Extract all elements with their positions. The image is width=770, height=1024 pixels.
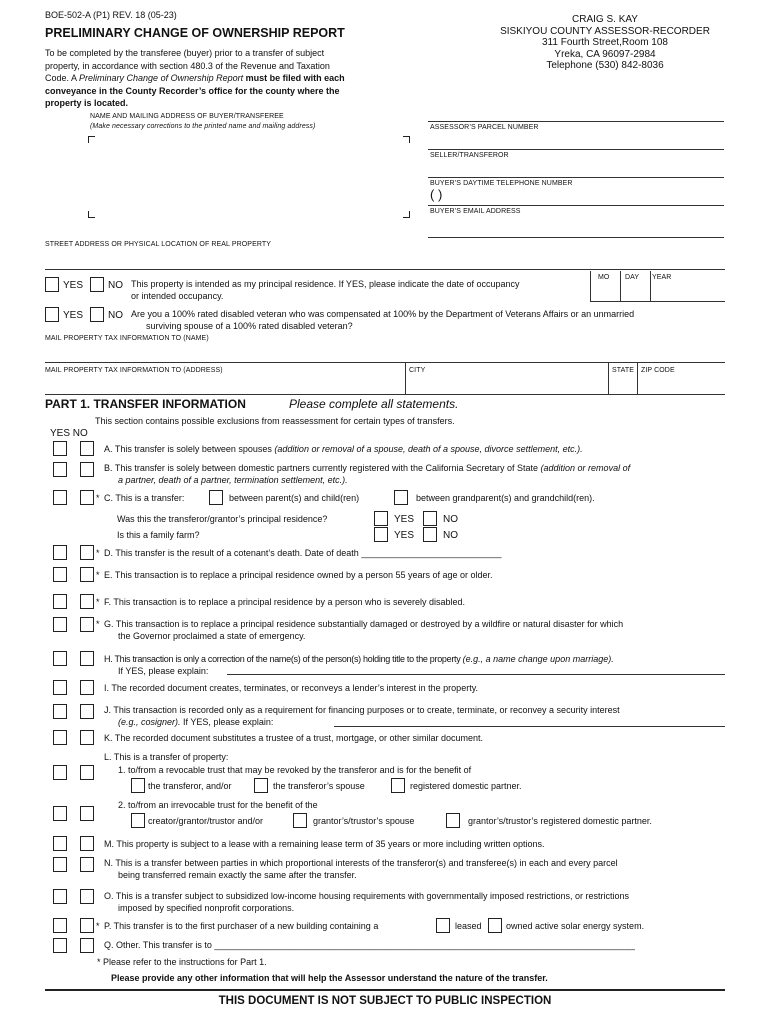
principal-residence-question: This property is intended as my principal residence. If YES, please indicate the date of occupancy or intended occupancy. (131, 279, 520, 301)
item-h-text: H. This transaction is only a correction of the name(s) of the person(s) holding title to the property (e.g., a name change upon marriage). If YES, please explain: (104, 654, 614, 676)
l1-transferor-label: the transferor, and/or (148, 781, 232, 791)
buyer-address-area[interactable] (88, 136, 410, 218)
item-q-no-checkbox[interactable] (80, 938, 94, 953)
c-residence-no-checkbox[interactable] (423, 511, 437, 526)
year-label: YEAR (652, 274, 672, 281)
item-p-no-checkbox[interactable] (80, 918, 94, 933)
state-label: STATE (612, 367, 635, 374)
street-address-label: STREET ADDRESS OR PHYSICAL LOCATION OF REAL PROPERTY (45, 241, 272, 248)
item-g-text: G. This transaction is to replace a principal residence substantially damaged or destroyed by a wildfire or natural disaster for which the Governor proclaimed a state of emergency. (104, 619, 624, 641)
item-g-star: * (96, 619, 100, 629)
l2-spouse-checkbox[interactable] (293, 813, 307, 828)
item-d-yes-checkbox[interactable] (53, 545, 67, 560)
item-c-parent-child-checkbox[interactable] (209, 490, 223, 505)
item-l2-no-checkbox[interactable] (80, 806, 94, 821)
item-o-no-checkbox[interactable] (80, 889, 94, 904)
item-j-no-checkbox[interactable] (80, 704, 94, 719)
item-c-grandparent-label: between grandparent(s) and grandchild(ren). (416, 493, 595, 503)
assessor-info: CRAIG S. KAY SISKIYOU COUNTY ASSESSOR-RECORDER 311 Fourth Street,Room 108 Yreka, CA 96097-2984 Telephone (530) 842-8036 (500, 14, 710, 71)
part1-title: PART 1. TRANSFER INFORMATION (45, 397, 246, 411)
mo-label: MO (598, 274, 610, 281)
item-g-no-checkbox[interactable] (80, 617, 94, 632)
item-c-q1: Was this the transferor/grantor’s principal residence? (117, 514, 328, 524)
principal-residence-no-checkbox[interactable] (90, 277, 104, 292)
item-b-text: B. This transfer is solely between domestic partners currently registered with the California Secretary of State (addition or removal of a partner, death of a partner, termination settlement, etc.). (104, 463, 631, 485)
c-residence-no-label: NO (443, 514, 458, 525)
p-owned-label: owned active solar energy system. (506, 921, 645, 931)
item-q-text: Q. Other. This transfer is to ____________________________________________________________________________________ (104, 940, 635, 950)
item-l1-text: 1. to/from a revocable trust that may be revoked by the transferor and is for the benefit of (118, 765, 472, 775)
item-h-explain-line[interactable] (227, 674, 725, 675)
other-info-prompt: Please provide any other information that will help the Assessor understand the nature of the transfer. (111, 973, 548, 983)
l1-partner-checkbox[interactable] (391, 778, 405, 793)
item-c-parent-child-label: between parent(s) and child(ren) (229, 493, 360, 503)
item-m-yes-checkbox[interactable] (53, 836, 67, 851)
item-c-no-checkbox[interactable] (80, 490, 94, 505)
item-f-yes-checkbox[interactable] (53, 594, 67, 609)
l2-spouse-label: grantor’s/trustor’s spouse (313, 816, 415, 826)
item-j-text: J. This transaction is recorded only as a requirement for financing purposes or to create, terminate, or reconvey a security interest (e.g., cosigner). If YES, please explain: (104, 705, 620, 727)
zip-label: ZIP CODE (641, 367, 675, 374)
item-d-text: D. This transfer is the result of a cotenant’s death. Date of death ____________________________ (104, 548, 502, 558)
item-p-star: * (96, 921, 100, 931)
principal-residence-yes-checkbox[interactable] (45, 277, 59, 292)
item-d-star: * (96, 548, 100, 558)
email-label: BUYER’S EMAIL ADDRESS (430, 208, 521, 215)
item-c-grandparent-checkbox[interactable] (394, 490, 408, 505)
l1-spouse-label: the transferor’s spouse (273, 781, 365, 791)
item-d-no-checkbox[interactable] (80, 545, 94, 560)
form-title: PRELIMINARY CHANGE OF OWNERSHIP REPORT (45, 26, 345, 40)
parcel-number-label: ASSESSOR’S PARCEL NUMBER (430, 124, 539, 131)
l1-transferor-checkbox[interactable] (131, 778, 145, 793)
item-l1-no-checkbox[interactable] (80, 765, 94, 780)
item-q-yes-checkbox[interactable] (53, 938, 67, 953)
footer-notice: THIS DOCUMENT IS NOT SUBJECT TO PUBLIC INSPECTION (218, 995, 552, 1007)
l2-partner-checkbox[interactable] (446, 813, 460, 828)
item-f-text: F. This transaction is to replace a principal residence by a person who is severely disabled. (104, 597, 466, 607)
email-field[interactable] (428, 218, 724, 236)
item-l1-yes-checkbox[interactable] (53, 765, 67, 780)
item-n-text: N. This is a transfer between parties in which proportional interests of the transferor(s) and transferee(s) in each and every parcel being transferred remain exactly the same after the transfer. (104, 858, 618, 880)
parcel-number-field[interactable] (428, 133, 724, 149)
c-farm-yes-checkbox[interactable] (374, 527, 388, 542)
l2-creator-checkbox[interactable] (131, 813, 145, 828)
mail-name-field[interactable] (45, 344, 725, 362)
item-l-text: L. This is a transfer of property: (104, 752, 229, 762)
mail-address-label: MAIL PROPERTY TAX INFORMATION TO (ADDRESS) (45, 367, 223, 374)
p-owned-checkbox[interactable] (488, 918, 502, 933)
item-n-no-checkbox[interactable] (80, 857, 94, 872)
item-b-yes-checkbox[interactable] (53, 462, 67, 477)
principal-no-label: NO (108, 280, 123, 291)
c-farm-yes-label: YES (394, 530, 415, 541)
l2-creator-label: creator/grantor/trustor and/or (148, 816, 264, 826)
item-p-text: P. This transfer is to the first purchaser of a new building containing a (104, 921, 379, 931)
item-g-yes-checkbox[interactable] (53, 617, 67, 632)
veteran-yes-checkbox[interactable] (45, 307, 59, 322)
seller-field[interactable] (428, 161, 724, 177)
p-leased-label: leased (455, 921, 482, 931)
part1-subtitle: Please complete all statements. (289, 397, 459, 411)
phone-field[interactable]: ( ) (430, 187, 443, 202)
item-e-no-checkbox[interactable] (80, 567, 94, 582)
zip-field[interactable] (638, 376, 725, 394)
item-f-no-checkbox[interactable] (80, 594, 94, 609)
veteran-no-checkbox[interactable] (90, 307, 104, 322)
item-a-yes-checkbox[interactable] (53, 441, 67, 456)
item-k-yes-checkbox[interactable] (53, 730, 67, 745)
street-address-field[interactable] (45, 250, 725, 269)
item-k-text: K. The recorded document substitutes a trustee of a trust, mortgage, or other similar document. (104, 733, 484, 743)
item-m-text: M. This property is subject to a lease with a remaining lease term of 35 years or more including written options. (104, 839, 545, 849)
form-id: BOE-502-A (P1) REV. 18 (05-23) (45, 10, 177, 20)
item-n-yes-checkbox[interactable] (53, 857, 67, 872)
city-label: CITY (409, 367, 426, 374)
item-k-no-checkbox[interactable] (80, 730, 94, 745)
item-h-yes-checkbox[interactable] (53, 651, 67, 666)
l1-partner-label: registered domestic partner. (410, 781, 522, 791)
item-i-yes-checkbox[interactable] (53, 680, 67, 695)
item-l2-yes-checkbox[interactable] (53, 806, 67, 821)
c-farm-no-checkbox[interactable] (423, 527, 437, 542)
item-i-no-checkbox[interactable] (80, 680, 94, 695)
seller-label: SELLER/TRANSFEROR (430, 152, 509, 159)
item-i-text: I. The recorded document creates, terminates, or reconveys a lender’s interest in the property. (104, 683, 479, 693)
item-m-no-checkbox[interactable] (80, 836, 94, 851)
c-residence-yes-label: YES (394, 514, 415, 525)
item-c-q2: Is this a family farm? (117, 530, 200, 540)
item-e-star: * (96, 570, 100, 580)
item-c-star: * (96, 493, 100, 503)
buyer-name-label: NAME AND MAILING ADDRESS OF BUYER/TRANSFEREE (90, 113, 284, 120)
item-a-text: A. This transfer is solely between spouses (addition or removal of a spouse, death of a spouse, divorce settlement, etc.). (104, 444, 583, 454)
state-field[interactable] (609, 376, 637, 394)
buyer-name-note: (Make necessary corrections to the printed name and mailing address) (90, 123, 316, 130)
item-p-yes-checkbox[interactable] (53, 918, 67, 933)
phone-label: BUYER’S DAYTIME TELEPHONE NUMBER (430, 180, 573, 187)
part1-description: This section contains possible exclusions from reassessment for certain types of transfers. (95, 416, 455, 426)
item-a-no-checkbox[interactable] (80, 441, 94, 456)
item-e-yes-checkbox[interactable] (53, 567, 67, 582)
p-leased-checkbox[interactable] (436, 918, 450, 933)
item-o-yes-checkbox[interactable] (53, 889, 67, 904)
mail-address-field[interactable] (45, 376, 405, 394)
item-l2-text: 2. to/from an irrevocable trust for the benefit of the (118, 800, 318, 810)
item-e-text: E. This transaction is to replace a principal residence owned by a person 55 years of age or older. (104, 570, 493, 580)
occupancy-date-box[interactable] (590, 271, 725, 301)
form-intro: To be completed by the transferee (buyer) prior to a transfer of subject property, in accordance with section 480.3 of the Revenue and Taxation Code. A Preliminary Change of Ownership Report must be filed with each conveyance in the County Recorder’s office for the county where the property is located. (45, 48, 345, 108)
day-label: DAY (625, 274, 640, 281)
item-b-no-checkbox[interactable] (80, 462, 94, 477)
item-h-no-checkbox[interactable] (80, 651, 94, 666)
c-farm-no-label: NO (443, 530, 458, 541)
item-o-text: O. This is a transfer subject to subsidized low-income housing requirements with governmentally imposed restrictions, or restrictions imposed by specified nonprofit corporations. (104, 891, 630, 913)
l2-partner-label: grantor’s/trustor’s registered domestic partner. (468, 816, 652, 826)
veteran-yes-label: YES (63, 310, 84, 321)
item-j-explain-line[interactable] (334, 726, 725, 727)
mail-name-label: MAIL PROPERTY TAX INFORMATION TO (NAME) (45, 335, 209, 342)
c-residence-yes-checkbox[interactable] (374, 511, 388, 526)
veteran-no-label: NO (108, 310, 123, 321)
item-j-yes-checkbox[interactable] (53, 704, 67, 719)
item-c-label: C. This is a transfer: (104, 493, 185, 503)
veteran-question: Are you a 100% rated disabled veteran who was compensated at 100% by the Department of Veterans Affairs or an unmarried surviving spouse of a 100% rated disabled veteran? (131, 309, 635, 331)
part1-note: * Please refer to the instructions for Part 1. (97, 957, 267, 967)
city-field[interactable] (406, 376, 608, 394)
principal-yes-label: YES (63, 280, 84, 291)
yes-no-header: YES NO (50, 428, 88, 439)
item-f-star: * (96, 597, 100, 607)
l1-spouse-checkbox[interactable] (254, 778, 268, 793)
item-c-yes-checkbox[interactable] (53, 490, 67, 505)
